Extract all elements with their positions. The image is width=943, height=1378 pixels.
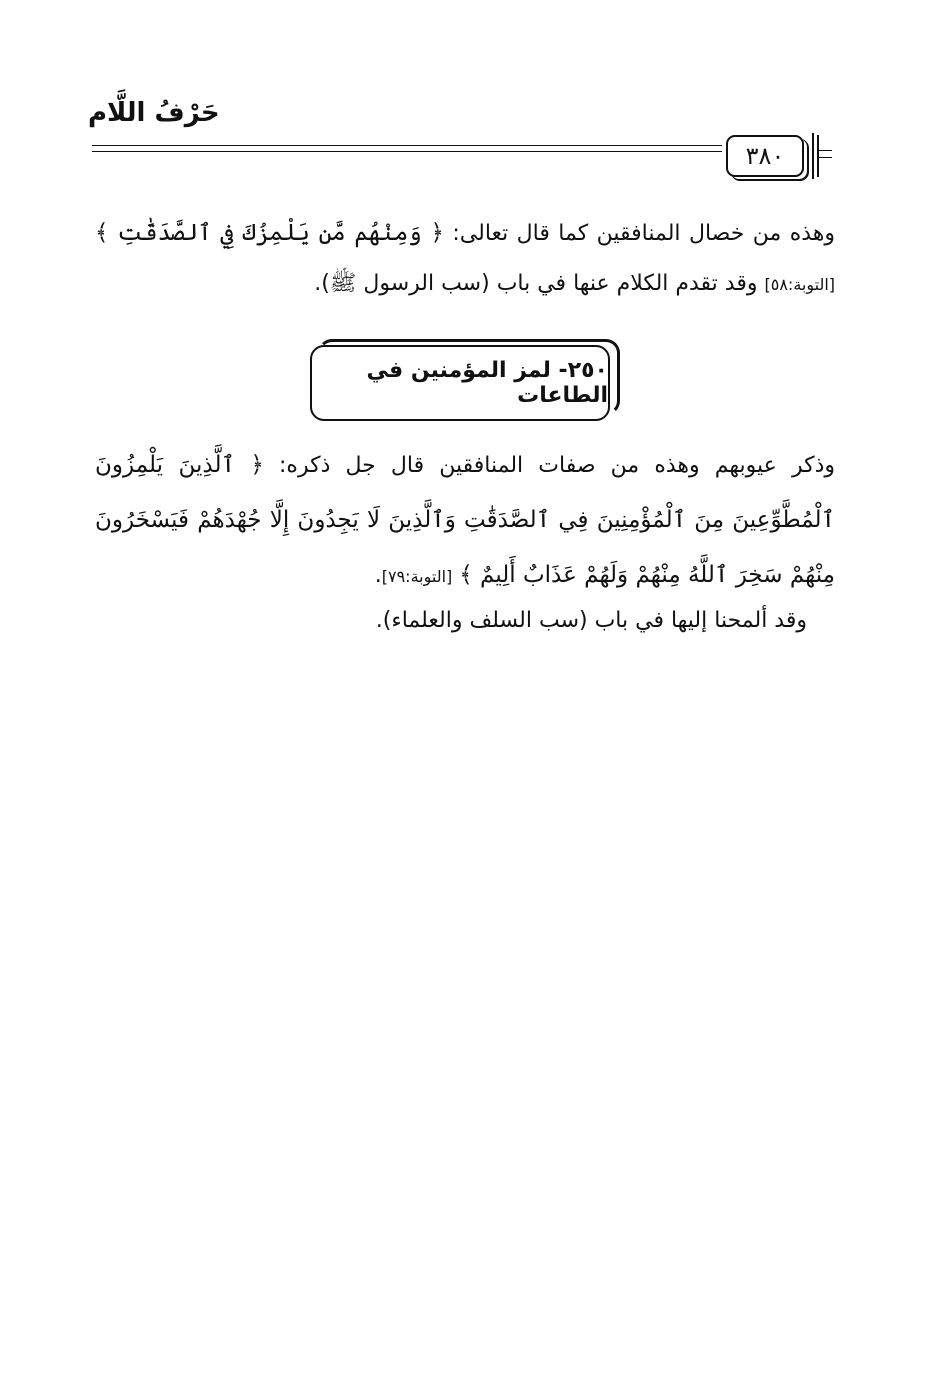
paragraph-1 bbox=[95, 208, 835, 310]
verse-citation-1: [التوبة:٥٨] bbox=[764, 275, 835, 294]
header-rule-right-top bbox=[818, 150, 832, 151]
paragraph-1-text: وهذه من خصال المنافقين كما قال تعالى: bbox=[443, 221, 835, 246]
section-heading: ٢٥٠- لمز المؤمنين في الطاعات bbox=[310, 345, 610, 421]
quran-verse-1: ﴿ وَمِنْهُم مَّن يَلْمِزُكَ فِي ٱلصَّدَقَٰتِ ﴾ bbox=[95, 220, 444, 246]
page-number: ٣٨٠ bbox=[726, 135, 804, 177]
page-number-bracket-inner bbox=[817, 135, 819, 177]
paragraph-3-text: وقد ألمحنا إليها في باب (سب السلف والعلماء). bbox=[375, 608, 807, 633]
page-number-bracket bbox=[812, 133, 814, 179]
chapter-title: حَرْفُ اللَّام bbox=[88, 98, 220, 128]
verse-citation-2: [التوبة:٧٩] bbox=[381, 567, 453, 586]
paragraph-2 bbox=[95, 438, 835, 604]
paragraph-1-tail: وقد تقدم الكلام عنها في باب (سب الرسول ﷺ). bbox=[314, 271, 765, 296]
paragraph-2-tail: . bbox=[374, 563, 382, 588]
quran-verse-2: ﴿ ٱلَّذِينَ يَلْمِزُونَ ٱلْمُطَّوِّعِينَ مِنَ ٱلْمُؤْمِنِينَ فِي ٱلصَّدَقَٰتِ وَٱلَّذِينَ لَا يَجِدُونَ إِلَّا جُهْدَهُمْ فَيَسْخَرُونَ مِنْهُمْ سَخِرَ ٱللَّهُ مِنْهُمْ وَلَهُمْ عَذَابٌ أَلِيمٌ ﴾ bbox=[95, 452, 835, 588]
header-rule-right-bottom bbox=[818, 157, 832, 158]
paragraph-3 bbox=[95, 596, 807, 646]
header-rule-top bbox=[92, 145, 722, 146]
header-rule-bottom bbox=[92, 151, 722, 152]
paragraph-2-text: وذكر عيوبهم وهذه من صفات المنافقين قال جل ذكره: bbox=[263, 453, 835, 478]
